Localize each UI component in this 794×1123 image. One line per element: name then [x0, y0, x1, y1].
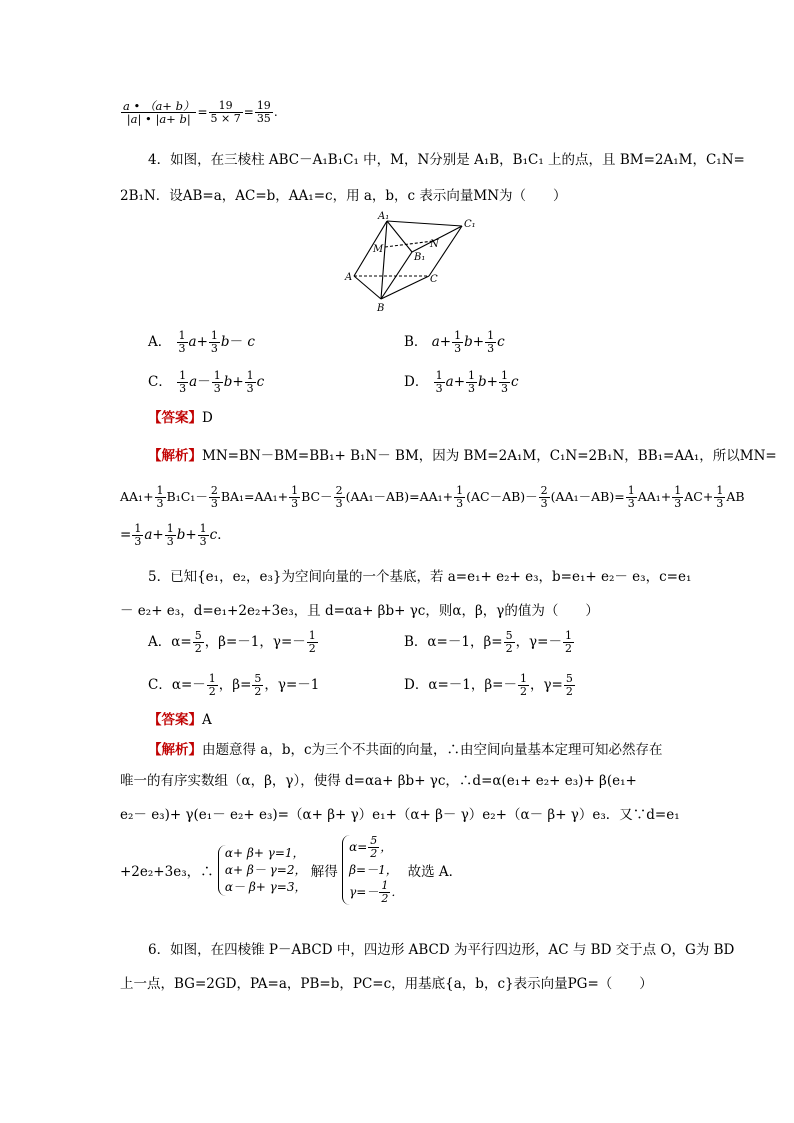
option-b-label: B． [404, 334, 428, 350]
q4-analysis-line2: AA₁+ $\frac{1}{3}$ B₁C₁－ $\frac{2}{3}$ BA₁=AA₁+ $\frac{1}{3}$ BC－ $\frac{2}{3}$ (AA₁－AB)=AA₁+ $\frac{1}{3}$ (AC－AB)－ $\frac{2}{3}$ (AA₁－AB)= $\frac{1}{3}$ AA₁+ $\frac{1}{3}$ AC+ $\frac{1}{3}$ AB [120, 484, 745, 510]
option-a-label: A． [148, 334, 172, 350]
q4-option-d[interactable]: D． $\frac{1}{3}$ a+ $\frac{1}{3}$ b+ $\frac{1}{3}$ c [404, 369, 519, 395]
q4-line2: 2B₁N．设AB=a，AC=b，AA₁=c，用 a，b，c 表示向量MN为（ ） [120, 188, 567, 204]
edge-a1b1 [387, 221, 412, 252]
edge-ab [354, 276, 381, 299]
edge-a1c1 [387, 221, 462, 226]
system1-eq3: α－ β+ γ=3， [224, 879, 307, 894]
q4-option-a[interactable]: A． $\frac{1}{3}$ a+ $\frac{1}{3}$ b－ c [148, 329, 255, 355]
q4-answer [148, 406, 213, 426]
analysis-text-4a: +2e₂+3e₃，∴ [120, 864, 214, 880]
q4-analysis-line1 [148, 444, 777, 464]
label-n: N [430, 239, 439, 250]
q4-line1: 4．如图，在三棱柱 ABC－A₁B₁C₁ 中，M，N分别是 A₁B，B₁C₁ 上的点，且 BM=2A₁M，C₁N= [148, 152, 745, 168]
label-c: C [430, 274, 438, 285]
answer-value: D [202, 410, 213, 426]
label-a: A [345, 272, 353, 283]
q5-analysis-line1 [148, 738, 663, 758]
q5-analysis-line3: e₂－ e₃)+ γ(e₁－ e₂+ e₃)=（α+ β+ γ）e₁+（α+ β－ γ）e₂+（α－ β+ γ）e₃．又∵d=e₁ [120, 807, 680, 823]
q5-line2: － e₂+ e₃，d=e₁+2e₂+3e₃，且 d=αa+ βb+ γc，则α，β，γ的值为（ ） [120, 603, 599, 619]
answer-value: A [202, 712, 212, 728]
analysis-tag: 【解析】 [148, 448, 202, 464]
analysis-text-4b: 故选 A． [407, 864, 463, 880]
label-m: M [373, 244, 384, 255]
equation-system-1 [218, 845, 307, 896]
option-c-label: C． [148, 374, 172, 390]
analysis-text-1: MN=BN－BM=BB₁+ B₁N－ BM，因为 BM=2A₁M，C₁N=2B₁N，BB₁=AA₁，所以MN= [202, 448, 777, 464]
edge-c1c [429, 226, 462, 276]
q5-option-d[interactable]: D．α=－1，β=－ $\frac{1}{2}$ ，γ= $\frac{5}{2}$ [404, 672, 573, 698]
q6-line1: 6．如图，在四棱锥 P－ABCD 中，四边形 ABCD 为平行四边形，AC 与 BD 交于点 O，G为 BD [148, 942, 735, 958]
q5-analysis-line4 [120, 835, 462, 905]
analysis-text-1: 由题意得 a，b，c为三个不共面的向量，∴由空间向量基本定理可知必然存在 [202, 742, 663, 758]
q5-option-b[interactable]: B．α=－1，β= $\frac{5}{2}$ ，γ=－ $\frac{1}{2}$ [404, 629, 572, 655]
label-a1: A₁ [378, 211, 390, 222]
top-numerator: a • （a+ b） [123, 99, 195, 113]
q5-analysis-line2: 唯一的有序实数组（α，β，γ），使得 d=αa+ βb+ γc，∴d=α(e₁+ e₂+ e₃)+ β(e₁+ [120, 773, 637, 789]
eq2-numerator: 19 [256, 99, 271, 112]
equation-system-2: α= $\frac{5}{2}$ ， β=－1， γ=－ $\frac{1}{2}$ ． [342, 835, 403, 905]
q6-line2: 上一点，BG=2GD，PA=a，PB=b，PC=c，用基底{a，b，c}表示向量PG=（ ） [120, 976, 653, 992]
label-b1: B₁ [414, 252, 426, 263]
q4-option-c[interactable]: C． $\frac{1}{3}$ a－ $\frac{1}{3}$ b+ $\frac{1}{3}$ c [148, 369, 265, 395]
analysis-tag: 【解析】 [148, 742, 202, 758]
q5-option-a[interactable]: A．α= $\frac{5}{2}$ ，β=－1，γ=－ $\frac{1}{2}$ [148, 629, 316, 655]
eq1-denominator: 5 × 7 [210, 112, 241, 125]
answer-tag: 【答案】 [148, 712, 202, 728]
edge-a1b [381, 221, 387, 299]
label-b: B [377, 303, 385, 314]
system1-eq2: α+ β－ γ=2， [224, 862, 307, 877]
eq1-numerator: 19 [209, 100, 243, 113]
eq2-denominator: 35 [256, 112, 271, 125]
top-equation: $\frac{a • (a+ b)}{|a| • |a+ b|}$ = $\frac{19}{5 \times 7}$ = $\frac{19}{35}$ . [123, 99, 278, 126]
q5-line1: 5．已知{e₁，e₂，e₃}为空间向量的一个基底，若 a=e₁+ e₂+ e₃，b=e₁+ e₂－ e₃，c=e₁ [148, 569, 692, 585]
q5-option-c[interactable]: C．α=－ $\frac{1}{2}$ ，β= $\frac{5}{2}$ ，γ=－1 [148, 672, 320, 698]
q5-answer [148, 708, 212, 728]
system1-eq1: α+ β+ γ=1， [224, 845, 305, 860]
solve-text: 解得 [310, 864, 338, 880]
answer-tag: 【答案】 [148, 410, 202, 426]
option-d-label: D． [404, 374, 429, 390]
top-denominator: |a| • |a+ b| [126, 112, 191, 126]
prism-figure [340, 210, 490, 316]
q4-analysis-line3: = $\frac{1}{3}$ a+ $\frac{1}{3}$ b+ $\frac{1}{3}$ c． [120, 522, 231, 548]
label-c1: C₁ [464, 219, 476, 230]
segment-mn [385, 241, 433, 247]
q4-option-b[interactable]: B． a+ $\frac{1}{3}$ b+ $\frac{1}{3}$ c [404, 329, 505, 355]
